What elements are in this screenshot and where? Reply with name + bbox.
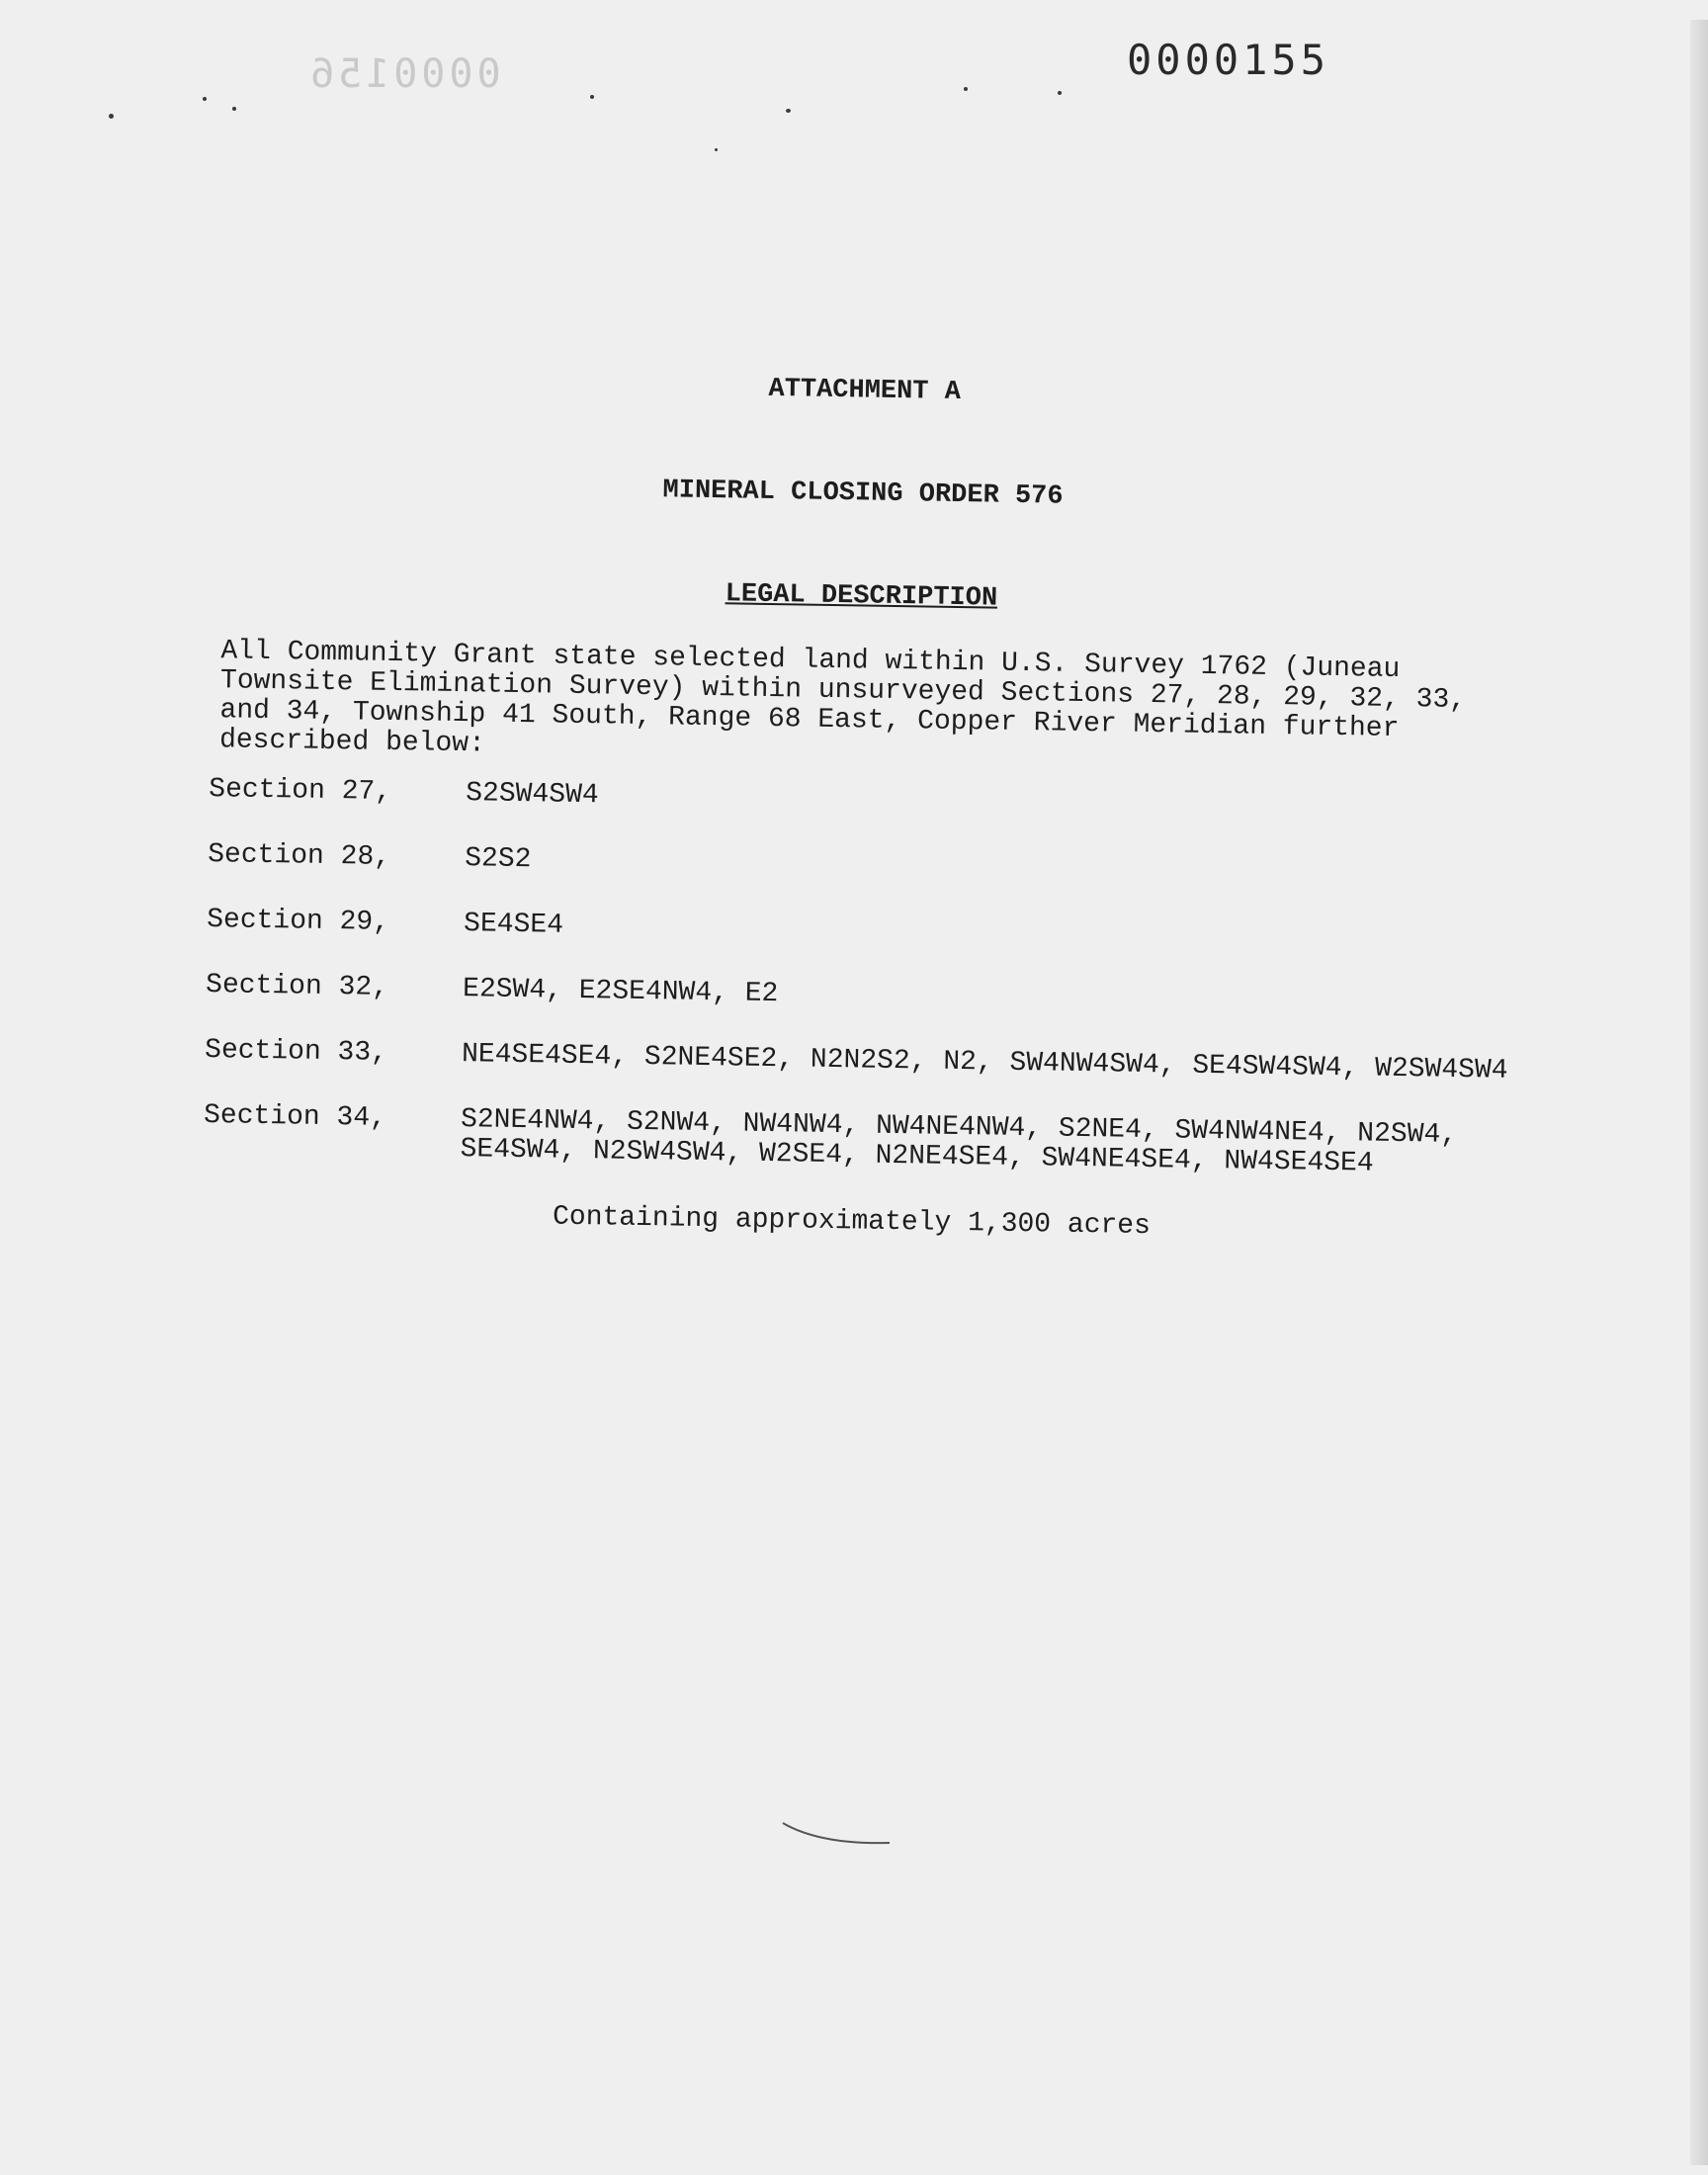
section-row (209, 775, 1515, 826)
legal-description-heading: LEGAL DESCRIPTION (725, 579, 998, 614)
section-description: NE4SE4SE4, S2NE4SE2, N2N2S2, N2, SW4NW4SW4, SE4SW4SW4, W2SW4SW4 (461, 1039, 1508, 1087)
section-description: E2SW4, E2SE4NW4, E2 (462, 974, 779, 1010)
scan-speck (590, 95, 594, 99)
scan-speck (203, 97, 207, 101)
section-description: S2S2 (464, 843, 532, 876)
section-description: S2NE4NW4, S2NW4, NW4NW4, NW4NE4NW4, S2NE4, SW4NW4NE4, N2SW4, SE4SW4, N2SW4SW4, W2SE4, N2NE4SE4, SW4NE4SE4, NW4SE4SE4 (460, 1104, 1458, 1179)
scan-speck (109, 114, 114, 119)
acreage-summary: Containing approximately 1,300 acres (552, 1201, 1152, 1243)
section-label: Section 27, (209, 774, 392, 808)
section-label: Section 33, (204, 1035, 388, 1069)
section-row (205, 1036, 1511, 1087)
section-row (207, 906, 1513, 956)
legal-description-body (194, 366, 1522, 1248)
section-row (203, 1101, 1510, 1181)
scan-speck (232, 107, 236, 111)
section-row (208, 840, 1514, 891)
scan-mark-stroke (783, 1823, 890, 1843)
scan-speck (786, 109, 791, 113)
scan-speck (964, 87, 968, 91)
attachment-title: ATTACHMENT A (768, 374, 962, 407)
scan-mark (781, 1819, 899, 1849)
section-label: Section 29, (206, 905, 390, 938)
section-row (206, 971, 1512, 1021)
ghost-stamp-number: 0000156 (306, 51, 501, 97)
page-edge-shadow (1690, 20, 1708, 2165)
section-description: SE4SE4 (463, 909, 564, 941)
section-label: Section 34, (203, 1100, 387, 1134)
section-label: Section 32, (205, 970, 389, 1003)
scan-speck (1058, 91, 1062, 95)
intro-paragraph: All Community Grant state selected land within U.S. Survey 1762 (Juneau Townsite Elimination Survey) within unsurveyed Sections 27, 28, 29, 32, 33, and 34, Township 41 South, Range 68 East, Copper River Meridian further described below: (218, 636, 1467, 760)
section-description: S2SW4SW4 (465, 778, 599, 812)
stamp-number: 0000155 (1127, 36, 1330, 84)
scan-speck (715, 148, 718, 151)
order-title: MINERAL CLOSING ORDER 576 (662, 476, 1064, 512)
section-label: Section 28, (207, 839, 391, 873)
